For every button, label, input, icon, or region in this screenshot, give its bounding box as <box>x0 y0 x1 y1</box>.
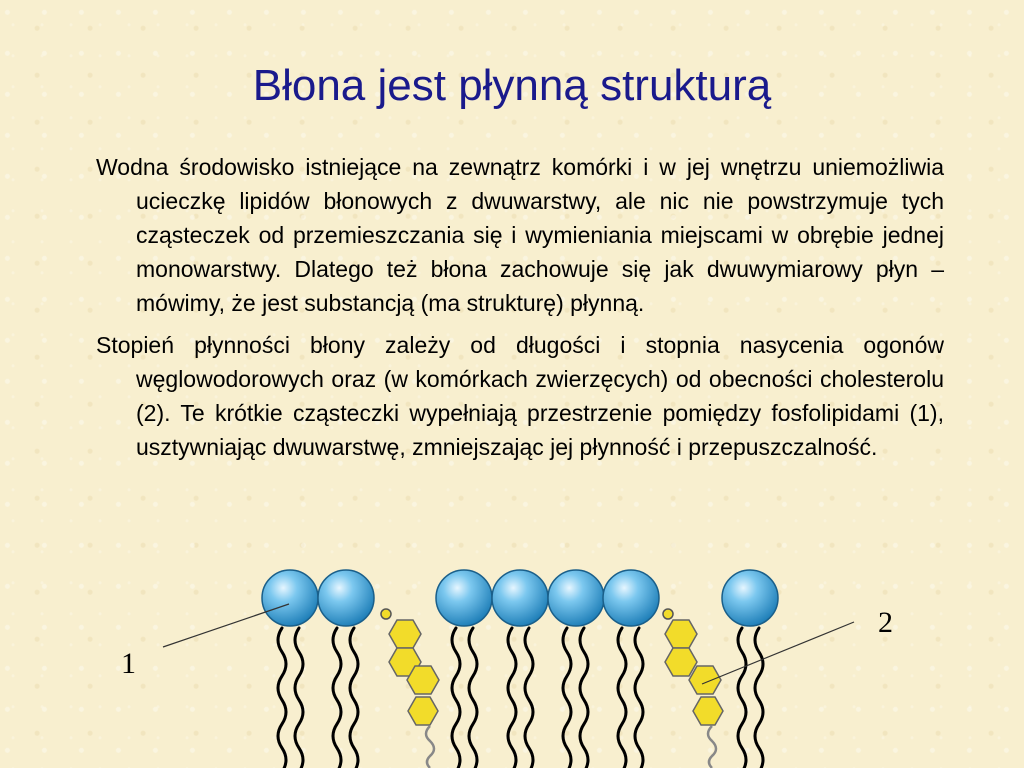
phospholipid-3-tails <box>452 628 477 768</box>
cholesterol-right-ring-3 <box>689 666 721 694</box>
phospholipid-1-head <box>262 570 318 626</box>
cholesterol-left-ring-4 <box>408 697 438 725</box>
phospholipid-3-head <box>436 570 492 626</box>
phospholipid-5-head <box>548 570 604 626</box>
leader-line-cholesterol <box>702 622 854 684</box>
cholesterol-right <box>663 609 723 768</box>
label-cholesterol: 2 <box>878 606 893 639</box>
cholesterol-right-ring-4 <box>693 697 723 725</box>
phospholipid-7-head <box>722 570 778 626</box>
phospholipid-4-tails <box>508 628 533 768</box>
cholesterol-right-tail <box>708 726 716 768</box>
cholesterol-left <box>381 609 439 768</box>
cholesterol-left-ring-1 <box>389 620 421 648</box>
cholesterol-left-oh-group <box>381 609 391 619</box>
phospholipid-heads <box>262 570 778 626</box>
cholesterol-left-ring-3 <box>407 666 439 694</box>
phospholipid-6-head <box>603 570 659 626</box>
cholesterol-right-oh-group <box>663 609 673 619</box>
slide-title: Błona jest płynną strukturą <box>252 61 772 110</box>
leader-line-phospholipid <box>163 604 289 647</box>
label-phospholipid: 1 <box>121 647 136 680</box>
phospholipid-2-tails <box>333 628 358 768</box>
phospholipid-5-tails <box>563 628 588 768</box>
cholesterol-right-ring-2 <box>665 648 697 676</box>
cholesterol-right-ring-1 <box>665 620 697 648</box>
paragraph-fluidity-factors: Stopień płynności błony zależy od długości i stopnia nasycenia ogonów węglowodorowych oraz (w komórkach zwierzęcych) od obecności cholesterolu (2). Te krótkie cząsteczki wypełniają przestrzenie pomiędzy fosfolipidami (1), usztywniając dwuwarstwę, zmniejszając jej płynność i przepuszczalność. <box>96 332 944 460</box>
phospholipid-7-tails <box>738 628 763 768</box>
phospholipid-1-tails <box>278 628 303 768</box>
cholesterol-left-tail <box>426 726 434 768</box>
phospholipid-2-head <box>318 570 374 626</box>
paragraph-membrane-fluidity: Wodna środowisko istniejące na zewnątrz komórki i w jej wnętrzu uniemożliwia ucieczkę lipidów błonowych z dwuwarstwy, ale nic nie powstrzymuje tych cząsteczek od przemieszczania się i wymieniania miejscami w obrębie jednej monowarstwy. Dlatego też błona zachowuje się jak dwuwymiarowy płyn – mówimy, że jest substancją (ma strukturę) płynną. <box>96 154 944 316</box>
lipid-bilayer-diagram <box>0 540 1024 768</box>
phospholipid-6-tails <box>618 628 643 768</box>
phospholipid-4-head <box>492 570 548 626</box>
slide-body <box>96 150 944 472</box>
